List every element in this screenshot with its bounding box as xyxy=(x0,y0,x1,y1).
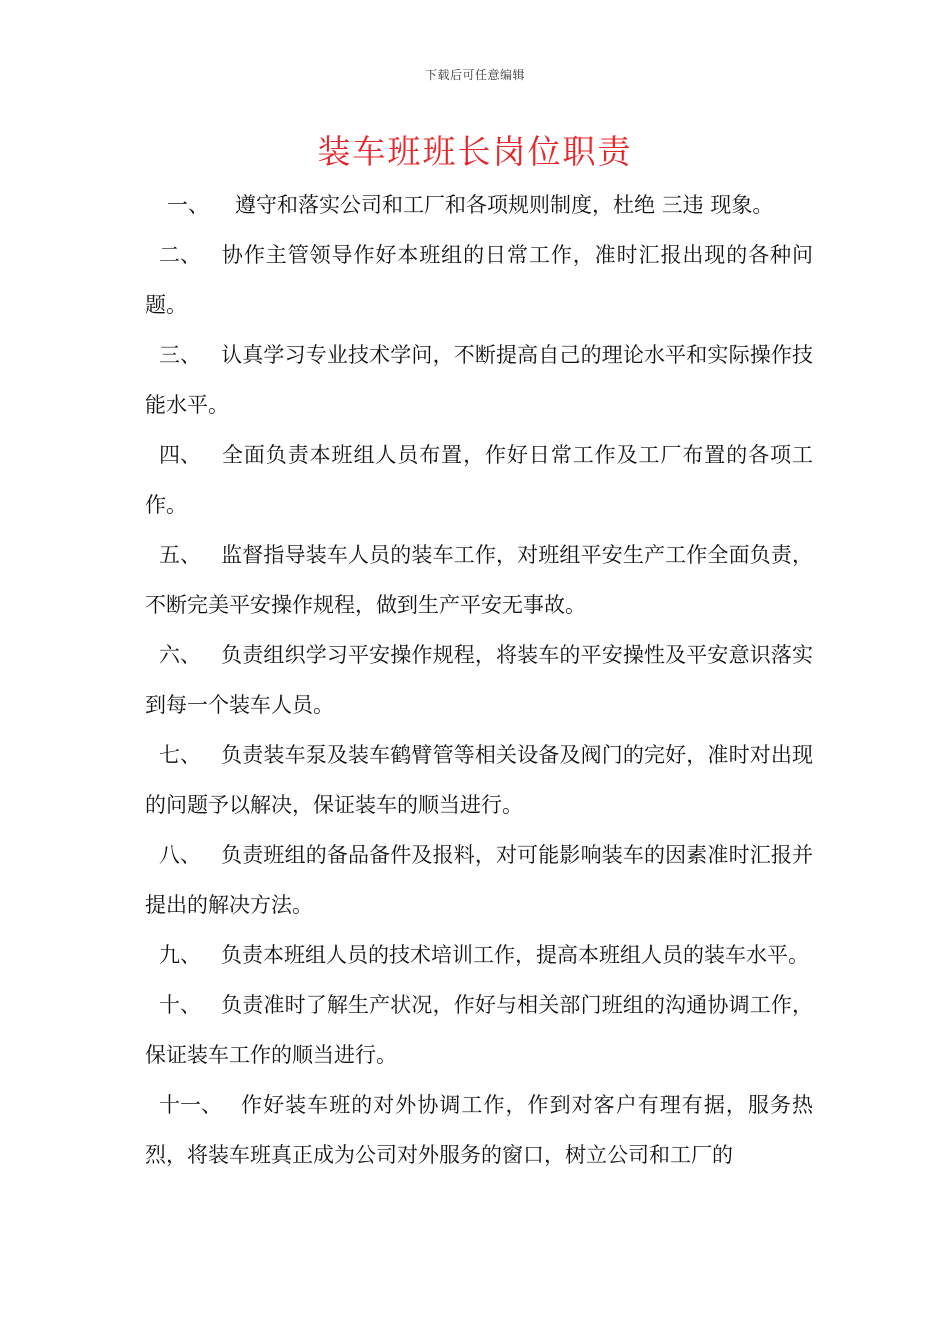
duty-item-1 xyxy=(145,180,813,230)
duty-text: 负责准时了解生产状况，作好与相关部门班组的沟通协调工作，保证装车工作的顺当进行。 xyxy=(145,993,813,1067)
document-body xyxy=(145,180,813,1180)
duty-text: 认真学习专业技术学问，不断提高自己的理论水平和实际操作技能水平。 xyxy=(145,343,813,417)
document-title: 装车班班长岗位职责 xyxy=(317,132,633,171)
duty-item-11 xyxy=(145,1080,813,1180)
duty-text: 负责装车泵及装车鹤臂管等相关设备及阀门的完好，准时对出现的问题予以解决，保证装车的顺当进行。 xyxy=(145,743,813,817)
duty-number: 十一、 xyxy=(159,1093,222,1117)
duty-item-5 xyxy=(145,530,813,630)
duty-text: 协作主管领导作好本班组的日常工作，准时汇报出现的各种问题。 xyxy=(145,243,813,317)
duty-item-8 xyxy=(145,830,813,930)
duty-number: 九、 xyxy=(159,943,201,967)
duty-item-4 xyxy=(145,430,813,530)
duty-text: 遵守和落实公司和工厂和各项规则制度，杜绝 三违 现象。 xyxy=(235,193,774,217)
duty-text: 负责组织学习平安操作规程，将装车的平安操性及平安意识落实到每一个装车人员。 xyxy=(145,643,813,717)
duty-number: 七、 xyxy=(159,743,201,767)
duty-number: 二、 xyxy=(159,243,201,267)
duty-item-2 xyxy=(145,230,813,330)
duty-number: 五、 xyxy=(159,543,201,567)
duty-item-10 xyxy=(145,980,813,1080)
duty-number: 四、 xyxy=(159,443,201,467)
duty-number: 八、 xyxy=(159,843,201,867)
duty-number: 三、 xyxy=(159,343,201,367)
duty-text: 作好装车班的对外协调工作，作到对客户有理有据，服务热烈，将装车班真正成为公司对外服务的窗口，树立公司和工厂的 xyxy=(145,1093,813,1167)
duty-text: 全面负责本班组人员布置，作好日常工作及工厂布置的各项工作。 xyxy=(145,443,813,517)
duty-number: 六、 xyxy=(159,643,201,667)
duty-text: 负责班组的备品备件及报料，对可能影响装车的因素准时汇报并提出的解决方法。 xyxy=(145,843,813,917)
duty-number: 十、 xyxy=(159,993,201,1017)
duty-text: 负责本班组人员的技术培训工作，提高本班组人员的装车水平。 xyxy=(221,943,809,967)
duty-item-6 xyxy=(145,630,813,730)
page-header-note: 下载后可任意编辑 xyxy=(424,68,525,82)
duty-item-9 xyxy=(145,930,813,980)
duty-text: 监督指导装车人员的装车工作，对班组平安生产工作全面负责，不断完美平安操作规程，做到生产平安无事故。 xyxy=(145,543,813,617)
duty-item-7 xyxy=(145,730,813,830)
duty-number: 一、 xyxy=(167,193,209,217)
duty-item-3 xyxy=(145,330,813,430)
